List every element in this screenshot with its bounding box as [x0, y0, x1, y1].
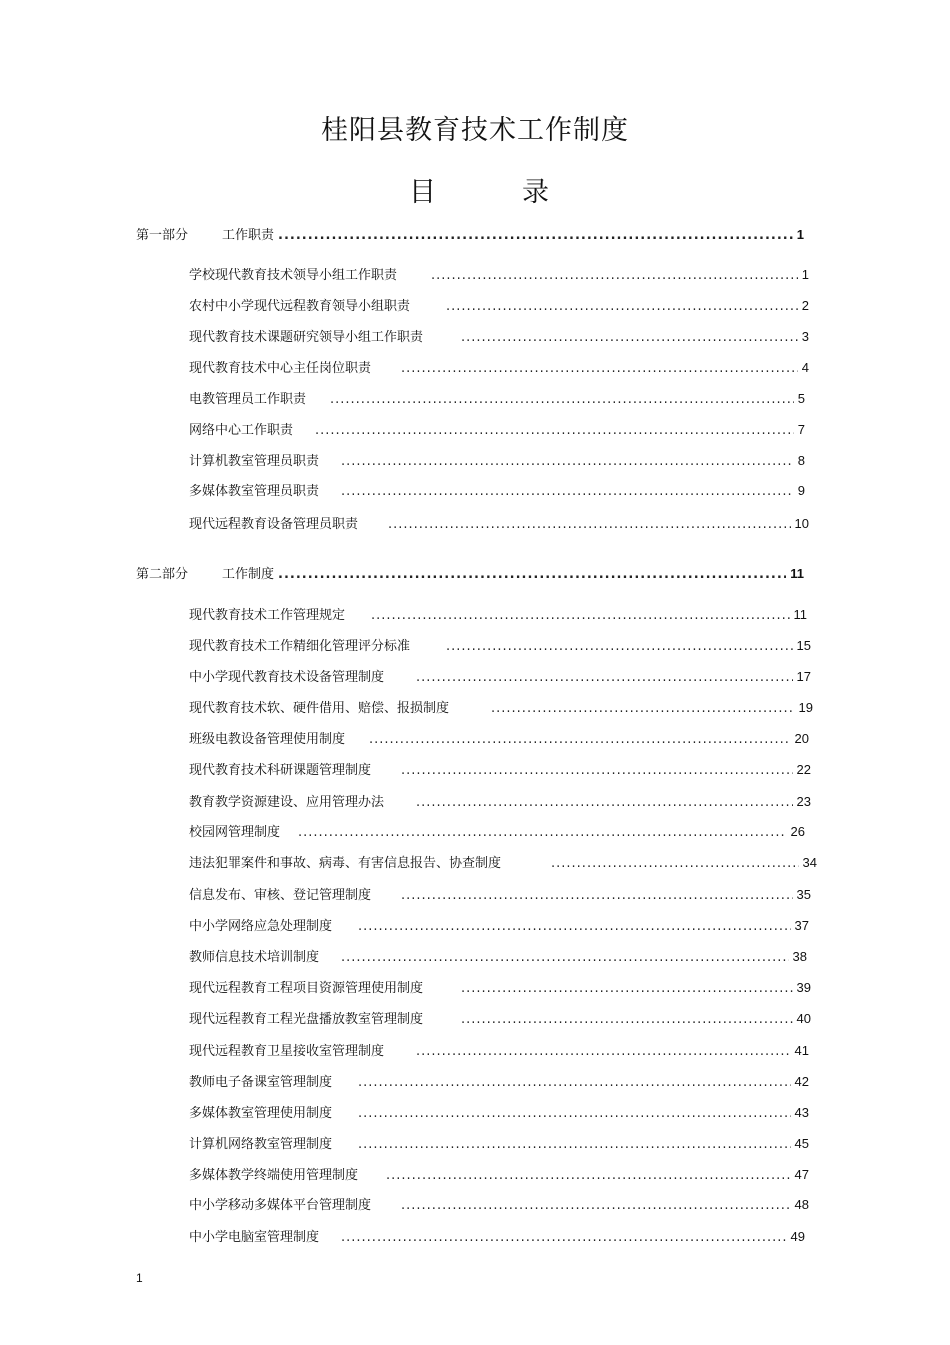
entry-title: 现代教育技术科研课题管理制度: [189, 763, 372, 778]
toc-entry[interactable]: [189, 728, 809, 748]
entry-title: 违法犯罪案件和事故、病毒、有害信息报告、协查制度: [189, 856, 502, 871]
entry-title: 班级电教设备管理使用制度: [189, 732, 346, 747]
part-title: 工作制度: [222, 567, 275, 582]
entry-title: 教育教学资源建设、应用管理办法: [189, 795, 385, 810]
dot-leader: [341, 1230, 787, 1245]
entry-title: 现代远程教育卫星接收室管理制度: [189, 1044, 385, 1059]
toc-entry[interactable]: [189, 852, 817, 872]
toc-entry[interactable]: [189, 1040, 809, 1060]
part-section-label: 第一部分: [136, 228, 189, 243]
page-footer-number: 1: [136, 1271, 143, 1285]
entry-title: 计算机教室管理员职责: [189, 454, 320, 469]
page-number: 22: [796, 762, 811, 777]
dot-leader: [341, 484, 794, 499]
toc-entry[interactable]: [189, 1133, 809, 1153]
dot-leader: [416, 795, 793, 810]
toc-entry[interactable]: [189, 326, 809, 346]
page-number: 19: [798, 700, 813, 715]
page-number: 45: [794, 1136, 809, 1151]
page-number: 48: [794, 1197, 809, 1212]
page-number: 9: [797, 483, 805, 498]
entry-title: 中小学电脑室管理制度: [189, 1230, 320, 1245]
page-number: 2: [801, 298, 809, 313]
entry-title: 学校现代教育技术领导小组工作职责: [189, 268, 398, 283]
dot-leader: [358, 1106, 791, 1121]
entry-title: 信息发布、审核、登记管理制度: [189, 888, 372, 903]
dot-leader: [401, 1198, 791, 1213]
toc-entry[interactable]: [189, 1194, 809, 1214]
page-number: 1: [801, 267, 809, 282]
dot-leader: [358, 919, 791, 934]
dot-leader: [341, 454, 794, 469]
dot-leader: [298, 825, 787, 840]
toc-entry[interactable]: [189, 977, 811, 997]
dot-leader: [358, 1075, 791, 1090]
toc-entry[interactable]: [189, 1164, 809, 1184]
entry-title: 中小学现代教育技术设备管理制度: [189, 670, 385, 685]
page-number: 37: [794, 918, 809, 933]
page-number: 40: [796, 1011, 811, 1026]
entry-title: 中小学网络应急处理制度: [189, 919, 333, 934]
toc-entry[interactable]: [189, 1102, 809, 1122]
entry-title: 现代教育技术中心主任岗位职责: [189, 361, 372, 376]
page-number: 39: [796, 980, 811, 995]
page-number: 49: [790, 1229, 805, 1244]
toc-entry[interactable]: [189, 666, 811, 686]
toc-entry[interactable]: [189, 295, 809, 315]
dot-leader: [341, 950, 789, 965]
toc-entry[interactable]: [189, 388, 805, 408]
toc-entry[interactable]: [189, 635, 811, 655]
dot-leader: [371, 608, 789, 623]
page-number: 43: [794, 1105, 809, 1120]
dot-leader: [278, 228, 793, 243]
page-number: 10: [794, 516, 809, 531]
page-number: 11: [793, 607, 807, 622]
entry-title: 校园网管理制度: [189, 825, 281, 840]
toc-entry[interactable]: [189, 1008, 811, 1028]
entry-title: 多媒体教学终端使用管理制度: [189, 1168, 359, 1183]
toc-entry[interactable]: [189, 1071, 809, 1091]
page-number: 26: [790, 824, 805, 839]
dot-leader: [446, 639, 793, 654]
dot-leader: [416, 670, 793, 685]
dot-leader: [551, 856, 799, 871]
toc-entry[interactable]: [189, 604, 807, 624]
dot-leader: [491, 701, 795, 716]
dot-leader: [388, 517, 791, 532]
toc-heading-char-2: 录: [522, 177, 549, 208]
toc-entry[interactable]: [189, 946, 807, 966]
page-number: 5: [797, 391, 805, 406]
dot-leader: [401, 361, 798, 376]
entry-title: 教师电子备课室管理制度: [189, 1075, 333, 1090]
page-number: 4: [801, 360, 809, 375]
page-number: 23: [796, 794, 811, 809]
entry-title: 多媒体教室管理员职责: [189, 484, 320, 499]
dot-leader: [386, 1168, 791, 1183]
entry-title: 电教管理员工作职责: [189, 392, 307, 407]
toc-part-2[interactable]: [136, 563, 804, 583]
dot-leader: [330, 392, 794, 407]
dot-leader: [401, 888, 793, 903]
page-number: 42: [794, 1074, 809, 1089]
entry-title: 现代教育技术课题研究领导小组工作职责: [189, 330, 424, 345]
page-number: 8: [797, 453, 805, 468]
dot-leader: [431, 268, 798, 283]
dot-leader: [461, 1012, 793, 1027]
dot-leader: [278, 567, 786, 582]
page-number: 38: [792, 949, 807, 964]
entry-title: 现代教育技术工作管理规定: [189, 608, 346, 623]
entry-title: 多媒体教室管理使用制度: [189, 1106, 333, 1121]
document-title: 桂阳县教育技术工作制度: [321, 115, 629, 146]
toc-entry[interactable]: [189, 419, 805, 439]
entry-title: 中小学移动多媒体平台管理制度: [189, 1198, 372, 1213]
part-title: 工作职责: [222, 228, 275, 243]
toc-entry[interactable]: [189, 821, 805, 841]
toc-entry[interactable]: [189, 450, 805, 470]
dot-leader: [446, 299, 798, 314]
toc-entry[interactable]: [189, 480, 805, 500]
toc-entry[interactable]: [189, 697, 813, 717]
dot-leader: [461, 330, 798, 345]
toc-entry[interactable]: [189, 264, 809, 284]
toc-entry[interactable]: [189, 915, 809, 935]
toc-entry[interactable]: [189, 1226, 805, 1246]
toc-part-1[interactable]: [136, 224, 804, 244]
dot-leader: [461, 981, 793, 996]
entry-title: 网络中心工作职责: [189, 423, 294, 438]
page-number: 3: [801, 329, 809, 344]
dot-leader: [369, 732, 791, 747]
entry-title: 农村中小学现代远程教育领导小组职责: [189, 299, 411, 314]
dot-leader: [315, 423, 794, 438]
page-number: 7: [797, 422, 805, 437]
page-number: 11: [790, 566, 804, 581]
page-number: 15: [796, 638, 811, 653]
toc-entry[interactable]: [189, 513, 809, 533]
entry-title: 计算机网络教室管理制度: [189, 1137, 333, 1152]
toc-entry[interactable]: [189, 884, 811, 904]
page-number: 35: [796, 887, 811, 902]
page-number: 20: [794, 731, 809, 746]
toc-entry[interactable]: [189, 791, 811, 811]
part-section-label: 第二部分: [136, 567, 189, 582]
entry-title: 现代远程教育工程项目资源管理使用制度: [189, 981, 424, 996]
entry-title: 现代教育技术软、硬件借用、赔偿、报损制度: [189, 701, 450, 716]
toc-entry[interactable]: [189, 357, 809, 377]
toc-entry[interactable]: [189, 759, 811, 779]
dot-leader: [416, 1044, 791, 1059]
page-number: 17: [796, 669, 811, 684]
toc-heading: [0, 170, 950, 208]
page-number: 34: [802, 855, 817, 870]
dot-leader: [358, 1137, 791, 1152]
page-number: 1: [796, 227, 804, 242]
dot-leader: [401, 763, 793, 778]
entry-title: 现代远程教育设备管理员职责: [189, 517, 359, 532]
entry-title: 现代远程教育工程光盘播放教室管理制度: [189, 1012, 424, 1027]
entry-title: 教师信息技术培训制度: [189, 950, 320, 965]
page-number: 41: [794, 1043, 809, 1058]
page-number: 47: [794, 1167, 809, 1182]
toc-heading-char-1: 目: [409, 177, 436, 208]
entry-title: 现代教育技术工作精细化管理评分标准: [189, 639, 411, 654]
